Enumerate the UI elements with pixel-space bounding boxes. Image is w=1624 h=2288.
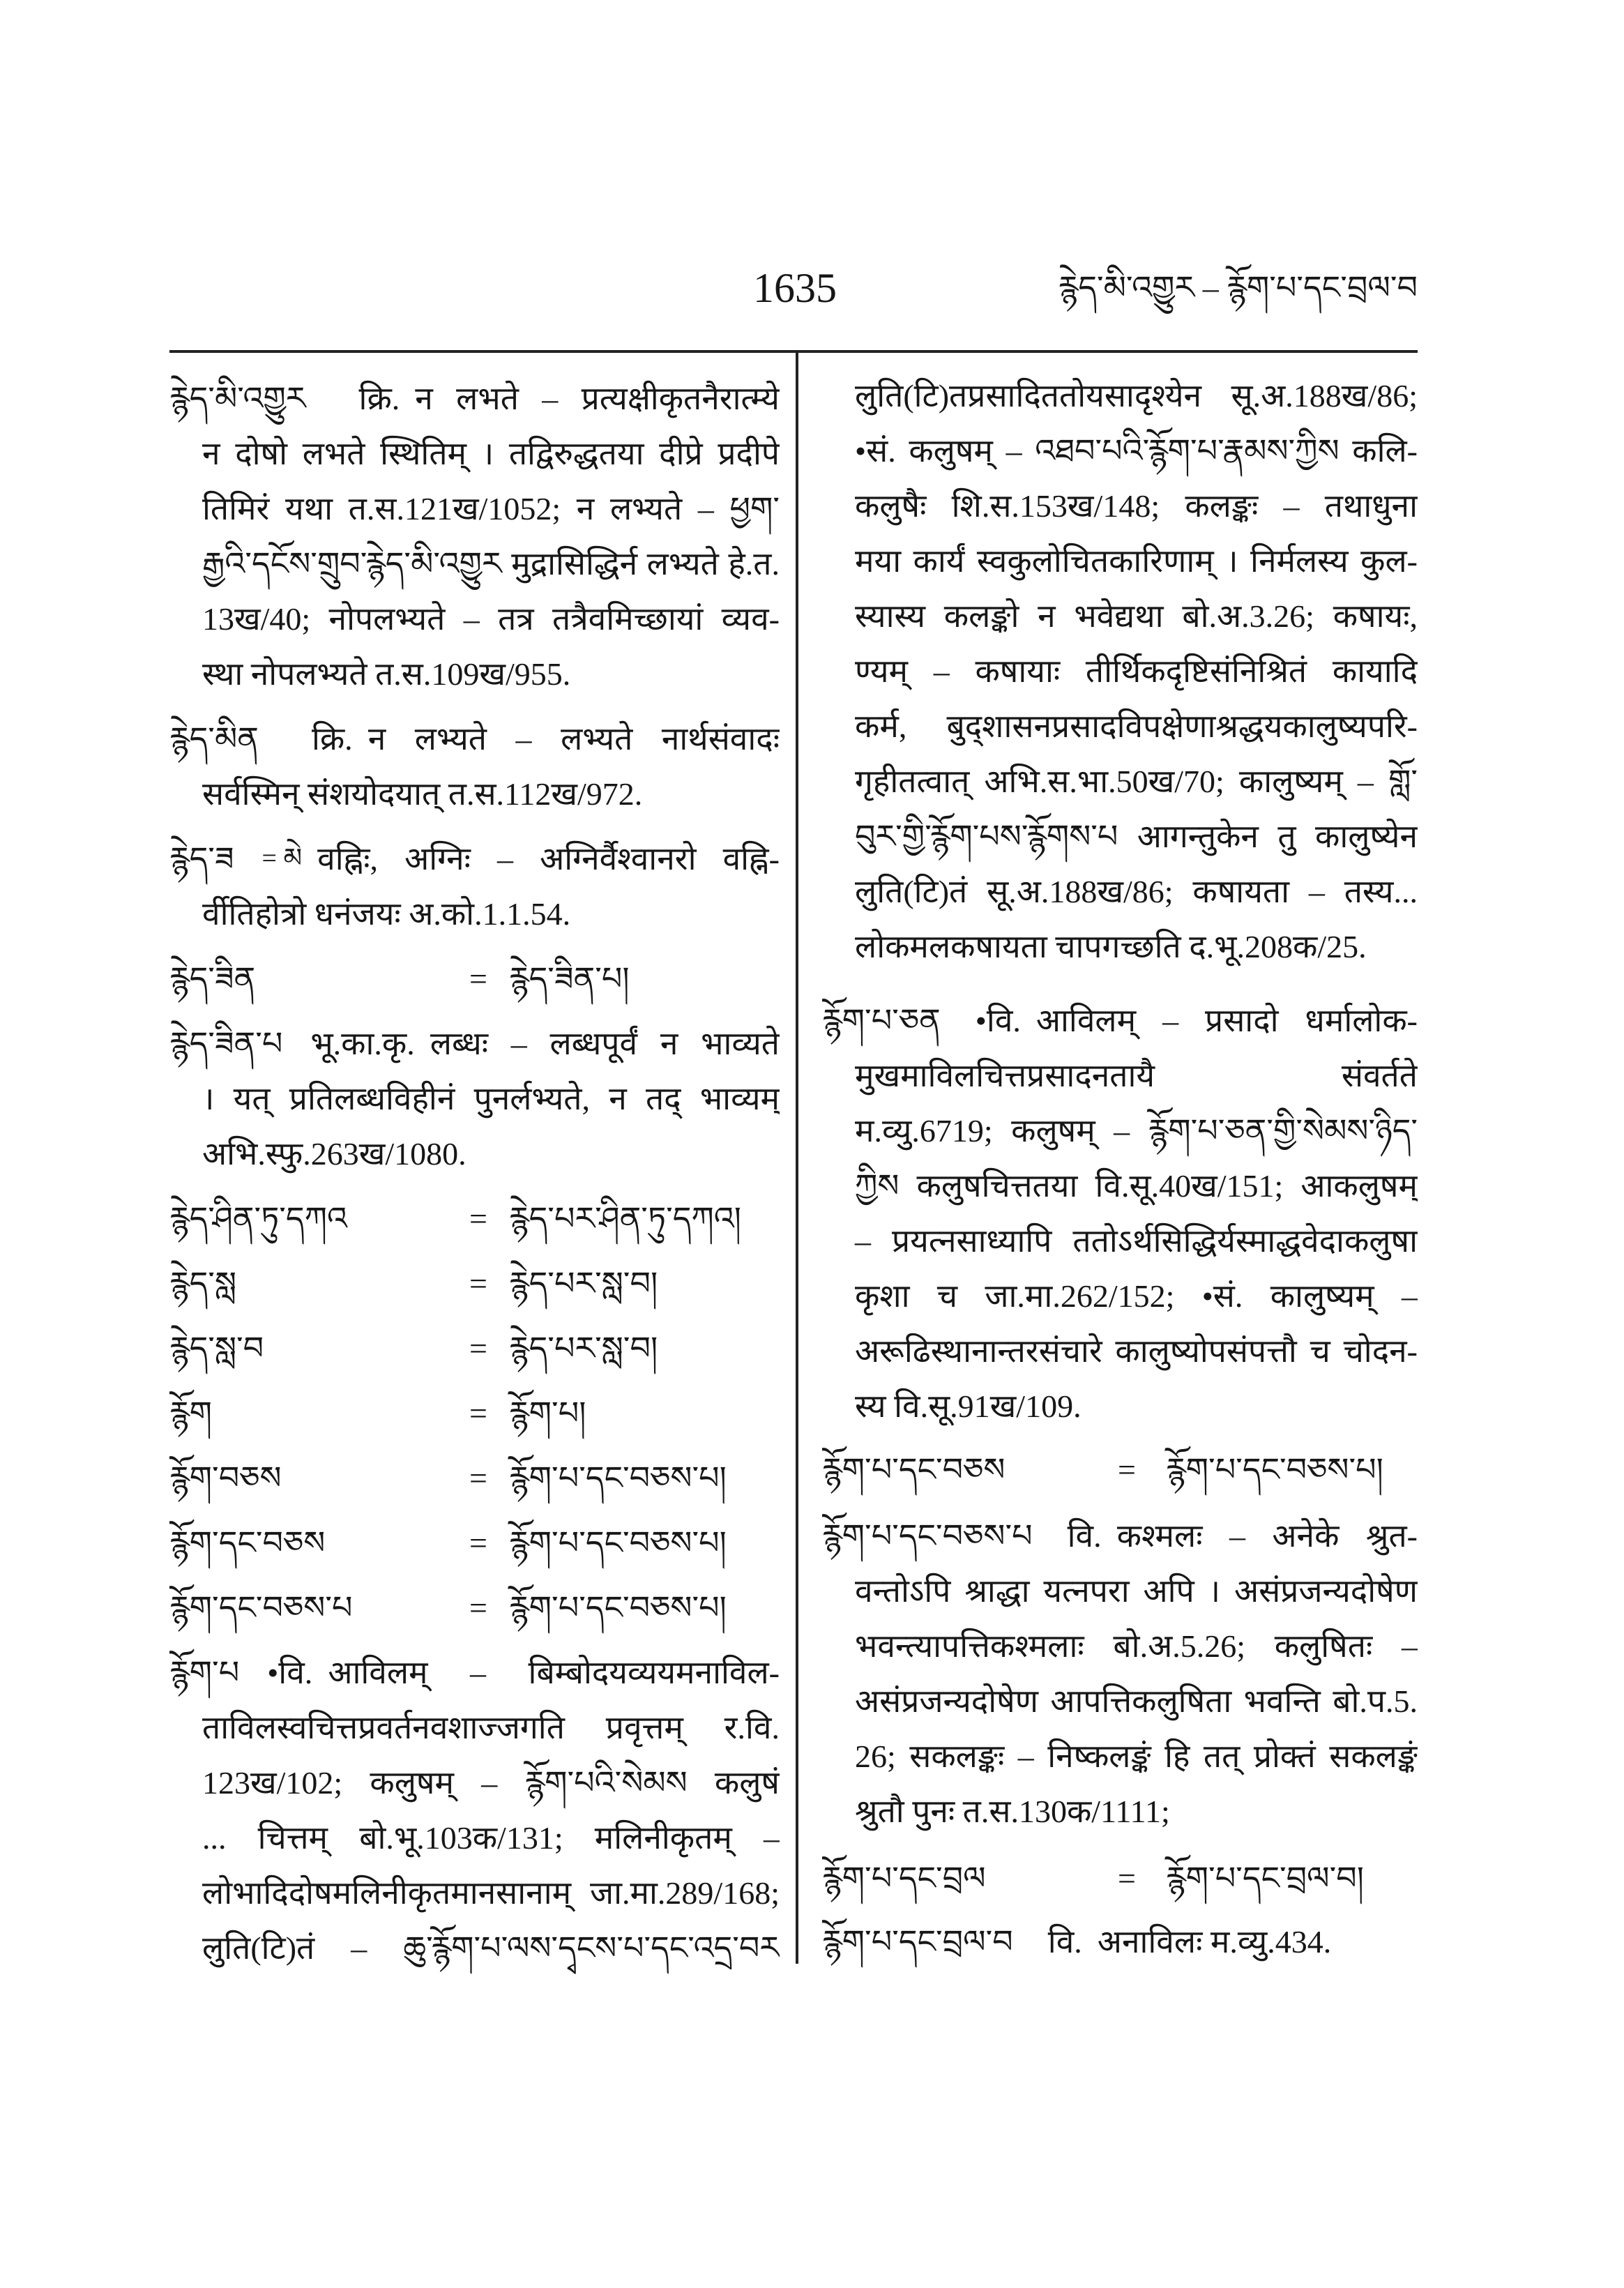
- entry-first-line: [822, 1508, 1418, 1563]
- entry-text-line: स्य वि.सू.91ख/109.: [855, 1388, 1082, 1424]
- entry-text-line: सर्वस्मिन् संशयोदयात् त.स.112ख/972.: [202, 776, 643, 812]
- entry: [169, 371, 780, 702]
- entry-text-line: लुति(टि)तं – ཆུ་རྙོག་པ་ལས་དྭངས་པ་དང་འདྲ་བར: [202, 1930, 780, 1966]
- entry-text-line: ताविलस्वचित्तप्रवर्तनवशाज्जगति प्रवृत्तम् र.वि.: [202, 1710, 780, 1745]
- entry-text-line: भवन्त्यापत्तिकश्मलाः बो.अ.5.26; कलुषितः –: [855, 1628, 1418, 1664]
- cross-reference-line: [822, 1851, 1418, 1906]
- entry-headword: རྙོག་དང་བཅས་པ: [169, 1590, 353, 1626]
- entry-text-line: लुति(टि)तप्रसादिततोयसादृश्येन सू.अ.188ख/86;: [855, 378, 1418, 414]
- cross-reference-line: [169, 1321, 780, 1376]
- entry-headword: རྙོག་པ་ཅན: [822, 1003, 941, 1038]
- entry-text-line: བུར་གྱི་རྙོག་པས་རྙོགས་པ आगन्तुकेन तु कालुष्येन: [855, 819, 1418, 854]
- cross-reference-line: [169, 1580, 780, 1635]
- equals-sign: =: [1118, 1452, 1136, 1487]
- column-divider: [796, 351, 798, 1964]
- entry-headword: རྙེད་ཟིན: [169, 961, 256, 997]
- entry-headword: རྙོག་པ་དང་བྲལ: [822, 1861, 986, 1896]
- entry-text-line: अभि.स्फु.263ख/1080.: [202, 1136, 466, 1172]
- equals-sign: =: [469, 1525, 487, 1561]
- equals-sign: =: [469, 1266, 487, 1301]
- entry-text-line: र्वीतिहोत्रो धनंजयः अ.को.1.1.54.: [202, 896, 571, 932]
- cross-reference-entry: [822, 1851, 1418, 1906]
- entry-headword: རྙེད་ཟ: [169, 841, 234, 877]
- entry-text-line: असंप्रजन्यदोषेण आपत्तिकलुषिता भवन्ति बो.प.5.: [855, 1683, 1418, 1719]
- running-head: རྙེད་མི་འགྱུར – རྙོག་པ་དང་བྲལ་བ: [1058, 270, 1418, 305]
- entry-headword: རྙོག: [169, 1395, 213, 1431]
- cross-reference-entry: [169, 1256, 780, 1311]
- entry: [169, 1016, 780, 1181]
- entry-text-line: कृशा च जा.मा.262/152; •सं. कालुष्यम् –: [855, 1278, 1418, 1314]
- entry-headword: རྙོག་པ་དང་བཅས་པ: [822, 1518, 1033, 1554]
- entry: [169, 831, 780, 941]
- cross-reference-entry: [169, 1450, 780, 1506]
- entry-headword: རྙོག་བཅས: [169, 1460, 282, 1496]
- cross-reference-line: [169, 951, 780, 1006]
- cross-reference-entry: [169, 1321, 780, 1376]
- entry-first-line: [822, 1914, 1418, 1969]
- grammar-label: क्रि.: [358, 381, 400, 416]
- entry-headword: རྙོག་པ: [169, 1655, 240, 1690]
- entry-text: कश्मलः – अनेके श्रुत-: [1116, 1518, 1418, 1554]
- entry-text-line: लोभादिदोषमलिनीकृतमानसानाम् जा.मा.289/168;: [202, 1875, 780, 1911]
- entry-text-line: कर्म, बुद्शासनप्रसादविपक्षेणाश्रद्धयकालुष्यपरि-: [855, 709, 1418, 744]
- entry-text: आविलम् – प्रसादो धर्मालोक-: [1035, 1003, 1418, 1038]
- entry: [169, 1645, 780, 1976]
- cross-reference-entry: [169, 1580, 780, 1635]
- cross-reference-line: [169, 1515, 780, 1570]
- cross-reference-entry: [169, 1386, 780, 1441]
- entry-text-line: 13ख/40; नोपलभ्यते – तत्र तत्रैवमिच्छायां व्यव-: [202, 601, 780, 637]
- cross-reference-target: རྙོག་པ་དང་བཅས་པ།: [509, 1525, 727, 1561]
- grammar-label: •वि.: [267, 1655, 313, 1690]
- entry-text-line: वन्तोऽपि श्राद्धा यत्नपरा अपि । असंप्रजन्यदोषेण: [855, 1573, 1418, 1609]
- entry-text-line: मया कार्यं स्वकुलोचितकारिणाम् । निर्मलस्य कुल-: [855, 543, 1418, 579]
- entry-text: न लभते – प्रत्यक्षीकृतनैरात्म्ये: [415, 381, 780, 416]
- entry-headword: རྙེད་སླ: [169, 1266, 237, 1301]
- entry-text-line: । यत् प्रतिलब्धविहीनं पुनर्लभ्यते, न तद् भाव्यम्: [202, 1081, 780, 1116]
- cross-reference-entry: [169, 1515, 780, 1570]
- entry-text-line: •सं. कलुषम् – འཐབ་པའི་རྙོག་པ་རྣམས་ཀྱིས कलि-: [855, 433, 1418, 469]
- entry-text-line: अरूढिस्थानान्तरसंचारे कालुष्योपसंपत्तौ च चोदन-: [855, 1333, 1418, 1369]
- entry-text-line: श्रुतौ पुनः त.स.130क/1111;: [855, 1794, 1170, 1829]
- header-rule: [169, 350, 1418, 353]
- entry-text-line: ཀྱིས कलुषचित्ततया वि.सू.40ख/151; आकलुषम्: [855, 1168, 1418, 1204]
- cross-reference-target: རྙེད་པར་སླ་བ།: [509, 1331, 658, 1366]
- entry-text-line: རྒྱའི་དངོས་གྲུབ་རྙེད་མི་འགྱུར मुद्रासिद्धिर्न लभ्यते हे.त.: [202, 546, 780, 582]
- entry-first-line: [169, 831, 780, 886]
- entry-continuation: [822, 368, 1418, 974]
- cross-reference-line: [169, 1386, 780, 1441]
- cross-reference-entry: [822, 1442, 1418, 1497]
- entry-headword: རྙོག་པ་དང་བཅས: [822, 1452, 1005, 1487]
- entry-text-line: 26; सकलङ्कः – निष्कलङ्कं हि तत् प्रोक्तं सकलङ्कं: [855, 1738, 1418, 1774]
- entry: [822, 1508, 1418, 1839]
- cross-reference-target: རྙོག་པ་དང་བཅས་པ།: [509, 1590, 727, 1626]
- grammar-label: क्रि.: [311, 721, 353, 757]
- grammar-label: = མེ: [261, 844, 303, 873]
- entry-text-line: लुति(टि)तं सू.अ.188ख/86; कषायता – तस्य...: [855, 874, 1418, 909]
- entry-text-line: म.व्यु.6719; कलुषम् – རྙོག་པ་ཅན་གྱི་སེམས་ཉིད་: [855, 1113, 1418, 1149]
- entry-text-line: स्यास्य कलङ्को न भवेद्यथा बो.अ.3.26; कषायः,: [855, 598, 1418, 634]
- entry-text-line: ण्यम् – कषायाः तीर्थिकदृष्टिसंनिश्रितं कायादि: [855, 653, 1418, 689]
- cross-reference-target: རྙོག་པ་དང་བཅས་པ།: [1166, 1452, 1383, 1487]
- entry-headword: རྙེད་ཤིན་ཏུ་དཀའ: [169, 1201, 347, 1236]
- entry-first-line: [169, 1016, 780, 1071]
- entry-text: न लभ्यते – लभ्यते नार्थसंवादः: [367, 721, 780, 757]
- cross-reference-target: རྙོག་པ།: [509, 1395, 586, 1431]
- cross-reference-target: རྙེད་པར་ཤིན་ཏུ་དཀའ།: [509, 1201, 741, 1236]
- entry-text-line: ... चित्तम् बो.भू.103क/131; मलिनीकृतम् –: [202, 1820, 780, 1856]
- entry-text: अनाविलः म.व्यु.434.: [1097, 1924, 1332, 1960]
- right-column: [822, 368, 1418, 1969]
- cross-reference-line: [169, 1450, 780, 1506]
- entry-text-line: 123ख/102; कलुषम् – རྙོག་པའི་སེམས कलुषं: [202, 1765, 780, 1801]
- equals-sign: =: [469, 1201, 487, 1236]
- grammar-label: वि.: [1047, 1924, 1082, 1960]
- entry-headword: རྙོག་དང་བཅས: [169, 1525, 326, 1561]
- entry-text-line: कलुषैः शि.स.153ख/148; कलङ्कः – तथाधुना: [855, 488, 1418, 524]
- cross-reference-line: [169, 1191, 780, 1246]
- grammar-label: वि.: [1067, 1518, 1102, 1554]
- equals-sign: =: [469, 1460, 487, 1496]
- cross-reference-target: རྙེད་ཟིན་པ།: [509, 961, 630, 997]
- entry-text-line: तिमिरं यथा त.स.121ख/1052; न लभ्यते – ཕྱག་: [202, 491, 780, 526]
- entry-text-line: गृहीतत्वात् अभि.स.भा.50ख/70; कालुष्यम् – གློ་: [855, 764, 1418, 799]
- cross-reference-target: རྙོག་པ་དང་བཅས་པ།: [509, 1460, 727, 1496]
- entry-first-line: [169, 711, 780, 766]
- cross-reference-entry: [169, 1191, 780, 1246]
- entry-text-line: स्था नोपलभ्यते त.स.109ख/955.: [202, 656, 571, 692]
- entry-text-line: न दोषो लभते स्थितिम् । तद्विरुद्धतया दीप्रे प्रदीपे: [202, 436, 780, 471]
- entry-first-line: [822, 993, 1418, 1048]
- entry-headword: རྙེད་མིན: [169, 721, 259, 757]
- cross-reference-target: རྙོག་པ་དང་བྲལ་བ།: [1166, 1861, 1365, 1896]
- entry-first-line: [169, 371, 780, 426]
- entry: [822, 1914, 1418, 1969]
- entry-text: वह्निः, अग्निः – अग्निर्वैश्वानरो वह्नि-: [317, 841, 780, 877]
- entry-text-line: लोकमलकषायता चापगच्छति द.भू.208क/25.: [855, 929, 1367, 964]
- grammar-label: भू.का.कृ.: [310, 1026, 415, 1061]
- equals-sign: =: [469, 961, 487, 997]
- cross-reference-line: [822, 1442, 1418, 1497]
- entry: [822, 993, 1418, 1434]
- entry: [169, 711, 780, 821]
- entry-headword: རྙེད་ཟིན་པ: [169, 1026, 283, 1061]
- left-column: [169, 371, 780, 1976]
- cross-reference-entry: [169, 951, 780, 1006]
- entry-first-line: [169, 1645, 780, 1700]
- equals-sign: =: [469, 1331, 487, 1366]
- entry-headword: རྙེད་མི་འགྱུར: [169, 381, 306, 416]
- cross-reference-line: [169, 1256, 780, 1311]
- equals-sign: =: [469, 1590, 487, 1626]
- grammar-label: •वि.: [975, 1003, 1021, 1038]
- cross-reference-target: རྙེད་པར་སླ་བ།: [509, 1266, 658, 1301]
- page-number: 1635: [753, 265, 837, 311]
- entry-text-line: – प्रयत्नसाध्यापि ततोऽर्थसिद्धिर्यस्माद्धवेदाकलुषा: [855, 1223, 1418, 1259]
- entry-text-line: मुखमाविलचित्तप्रसादनतायै संवर्तते: [855, 1058, 1418, 1093]
- entry-text: आविलम् – बिम्बोदयव्ययमनाविल-: [328, 1655, 780, 1690]
- entry-text: लब्धः – लब्धपूर्वं न भाव्यते: [430, 1026, 780, 1061]
- entry-headword: རྙོག་པ་དང་བྲལ་བ: [822, 1924, 1013, 1960]
- equals-sign: =: [469, 1395, 487, 1431]
- entry-headword: རྙེད་སླ་བ: [169, 1331, 264, 1366]
- equals-sign: =: [1118, 1861, 1136, 1896]
